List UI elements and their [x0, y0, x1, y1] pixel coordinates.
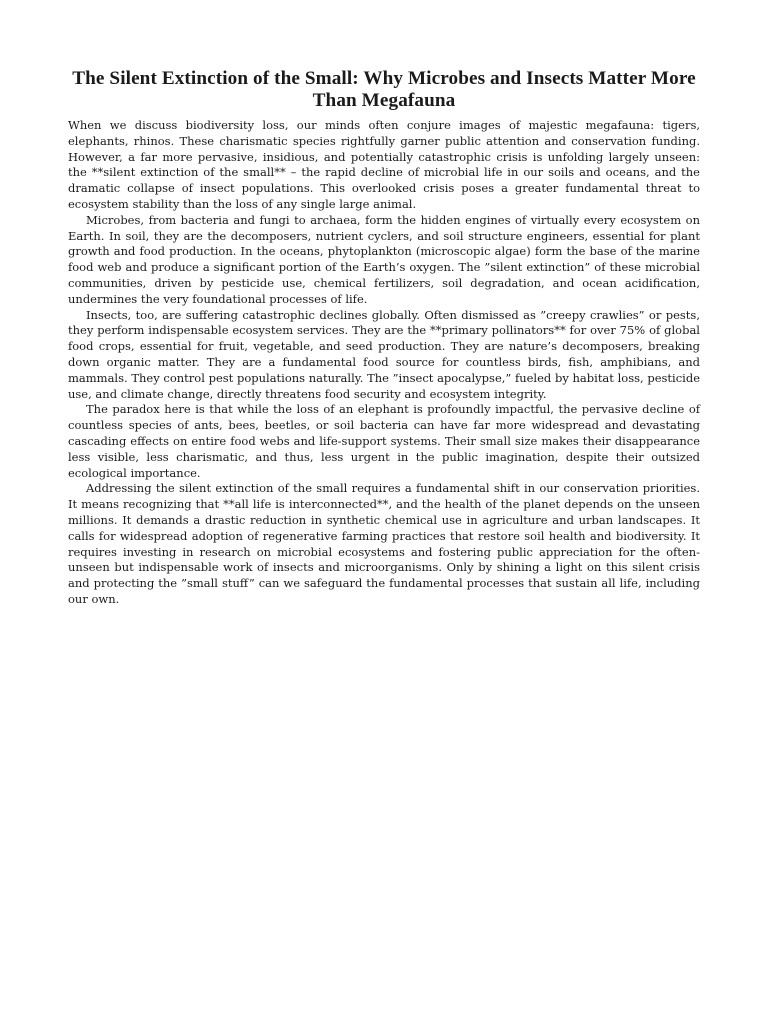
paragraph-5: Addressing the silent extinction of the small requires a fundamental shift in our conservation priorities. It means recognizing that **all life is interconnected**, and the health of the planet depends on the unseen millions. It demands a drastic reduction in synthetic chemical use in agriculture and urban landscapes. It calls for widespread adoption of regenerative farming practices that restore soil health and biodiversity. It requires investing in research on microbial ecosystems and fostering public appreciation for the often-unseen but indispensable work of insects and microorganisms. Only by shining a light on this silent crisis and protecting the ”small stuff” can we safeguard the fundamental processes that sustain all life, including our own. [68, 481, 700, 606]
document-page [68, 68, 700, 608]
paragraph-2: Microbes, from bacteria and fungi to archaea, form the hidden engines of virtually every ecosystem on Earth. In soil, they are the decomposers, nutrient cyclers, and soil structure engineers, essential for plant growth and food production. In the oceans, phytoplankton (microscopic algae) form the base of the marine food web and produce a significant portion of the Earth’s oxygen. The ”silent extinction” of these microbial communities, driven by pesticide use, chemical fertilizers, soil degradation, and ocean acidification, undermines the very foundational processes of life. [68, 212, 700, 306]
document-body [68, 118, 700, 608]
paragraph-3: Insects, too, are suffering catastrophic declines globally. Often dismissed as ”creepy crawlies” or pests, they perform indispensable ecosystem services. They are the **primary pollinators** for over 75% of global food crops, essential for fruit, vegetable, and seed production. They are nature’s decomposers, breaking down organic matter. They are a fundamental food source for countless birds, fish, amphibians, and mammals. They control pest populations naturally. The ”insect apocalypse,” fueled by habitat loss, pesticide use, and climate change, directly threatens food security and ecosystem integrity. [68, 307, 700, 401]
document-title: The Silent Extinction of the Small: Why Microbes and Insects Matter More Than Megafauna [72, 68, 696, 111]
paragraph-1: When we discuss biodiversity loss, our minds often conjure images of majestic megafauna: tigers, elephants, rhinos. These charismatic species rightfully garner public attention and conservation funding. However, a far more pervasive, insidious, and potentially catastrophic crisis is unfolding largely unseen: the **silent extinction of the small** – the rapid decline of microbial life in our soils and oceans, and the dramatic collapse of insect populations. This overlooked crisis poses a greater fundamental threat to ecosystem stability than the loss of any single large animal. [68, 118, 700, 211]
paragraph-4: The paradox here is that while the loss of an elephant is profoundly impactful, the pervasive decline of countless species of ants, bees, beetles, or soil bacteria can have far more widespread and devastating cascading effects on entire food webs and life-support systems. Their small size makes their disappearance less visible, less charismatic, and thus, less urgent in the public imagination, despite their outsized ecological importance. [68, 402, 700, 480]
